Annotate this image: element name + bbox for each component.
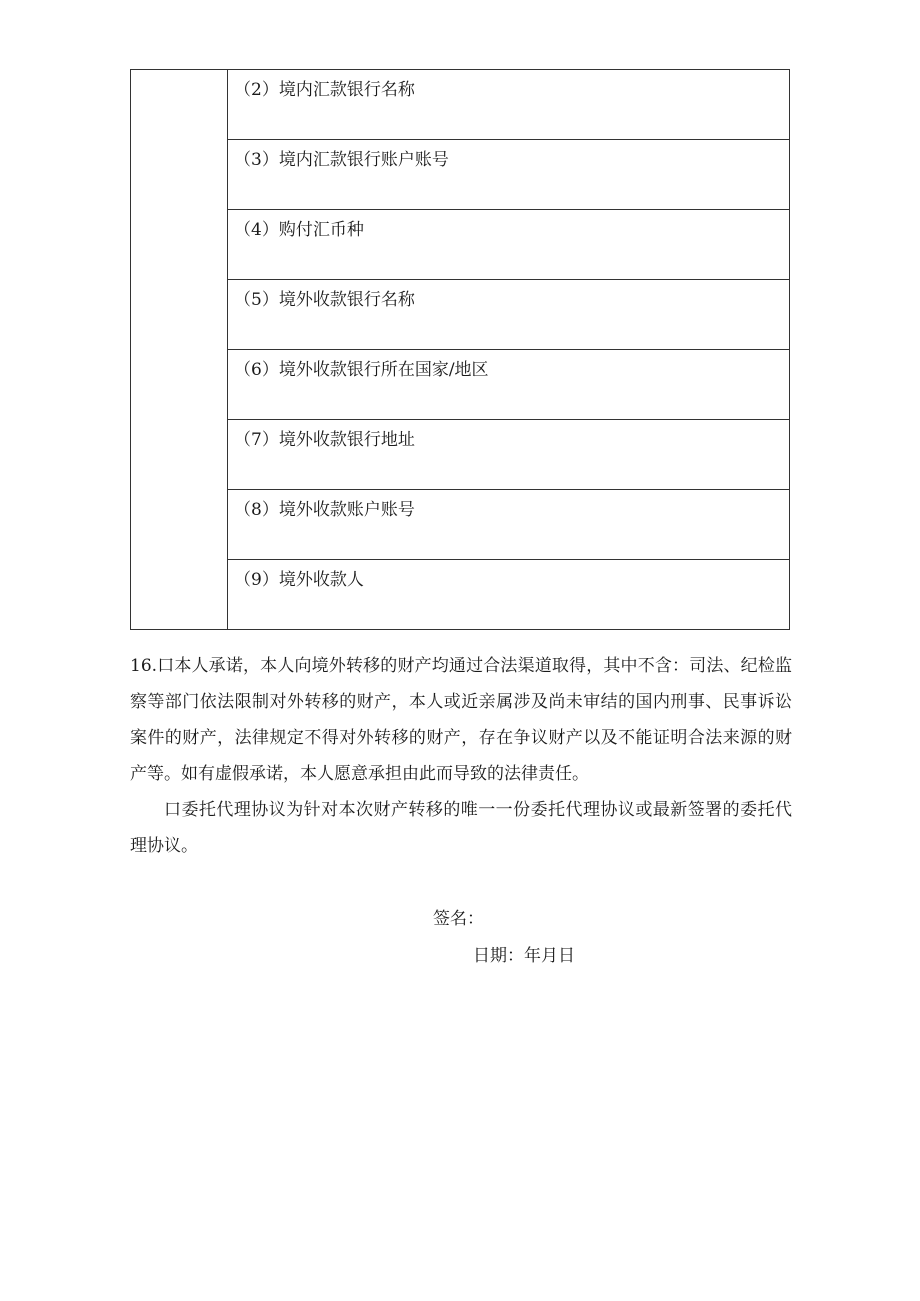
agency-agreement-paragraph: 口委托代理协议为针对本次财产转移的唯一一份委托代理协议或最新签署的委托代理协议。 — [130, 800, 792, 856]
field-overseas-bank-address: （7）境外收款银行地址 — [228, 420, 790, 490]
table-row — [131, 70, 790, 140]
field-overseas-account-number: （8）境外收款账户账号 — [228, 490, 790, 560]
commitment-paragraph: 16.口本人承诺，本人向境外转移的财产均通过合法渠道取得，其中不含：司法、纪检监察等部门依法限制对外转移的财产，本人或近亲属涉及尚未审结的国内刑事、民事诉讼案件的财产，法律规定不得对外转移的财产，存在争议财产以及不能证明合法来源的财产等。如有虚假承诺，本人愿意承担由此而导致的法律责任。 — [130, 656, 792, 784]
date-label: 日期：年月日 — [473, 946, 575, 966]
field-overseas-bank-country: （6）境外收款银行所在国家/地区 — [228, 350, 790, 420]
table-row — [131, 140, 790, 210]
signature-label: 签名： — [433, 909, 484, 929]
table-row — [131, 490, 790, 560]
table-left-column — [131, 70, 228, 630]
table-row — [131, 420, 790, 490]
field-currency: （4）购付汇币种 — [228, 210, 790, 280]
field-overseas-bank-name: （5）境外收款银行名称 — [228, 280, 790, 350]
remittance-info-table — [130, 69, 790, 630]
field-domestic-bank-name: （2）境内汇款银行名称 — [228, 70, 790, 140]
table-row — [131, 560, 790, 630]
field-domestic-account-number: （3）境内汇款银行账户账号 — [228, 140, 790, 210]
field-overseas-payee: （9）境外收款人 — [228, 560, 790, 630]
table-row — [131, 210, 790, 280]
table-row — [131, 350, 790, 420]
table-row — [131, 280, 790, 350]
